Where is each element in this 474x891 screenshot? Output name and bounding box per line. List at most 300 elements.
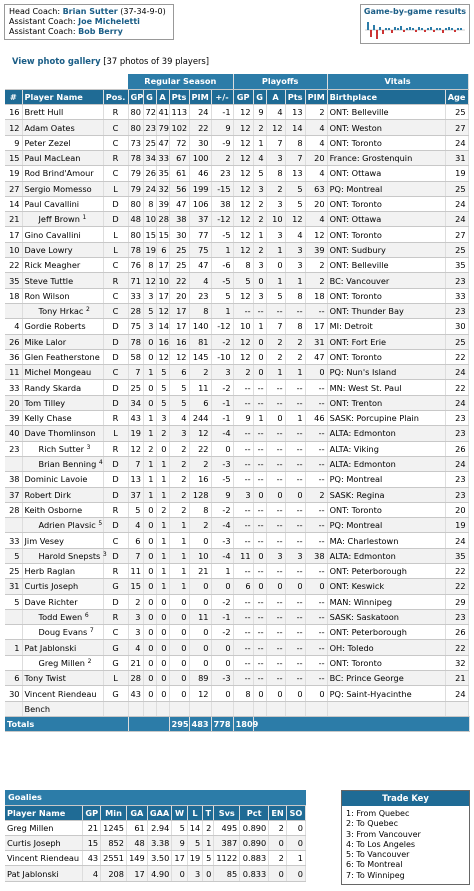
birthplace: ONT: Belleville	[327, 105, 445, 120]
column-header[interactable]: Min	[101, 805, 127, 820]
game-by-game-title[interactable]: Game-by-game results	[363, 7, 467, 16]
trade-key-item: 7: To Winnipeg	[346, 870, 405, 880]
stat-cell: 17	[305, 319, 327, 334]
jersey-number	[5, 655, 22, 670]
stat-cell: 9	[253, 105, 266, 120]
stat-cell: --	[305, 594, 327, 609]
column-header[interactable]: SO	[286, 805, 305, 820]
stat-cell: --	[285, 518, 305, 533]
stat-cell: --	[253, 640, 266, 655]
stat-cell: 2	[266, 334, 285, 349]
player-name[interactable]: Mike Lalor	[22, 334, 103, 349]
stat-cell: --	[233, 441, 253, 456]
stat-cell: 43	[128, 686, 143, 701]
stat-cell: 2	[253, 212, 266, 227]
stat-cell: 12	[233, 120, 253, 135]
column-header[interactable]: GA	[126, 805, 147, 820]
player-name[interactable]: Adam Oates	[22, 120, 103, 135]
player-name[interactable]: Greg Millen $^2$	[22, 655, 103, 670]
stat-cell: --	[285, 380, 305, 395]
column-header[interactable]: Player Name	[5, 805, 83, 820]
stat-cell: 0	[143, 671, 156, 686]
position: C	[103, 120, 128, 135]
table-row	[5, 441, 470, 456]
stat-cell: --	[285, 671, 305, 686]
stat-cell: 1	[169, 548, 189, 563]
birthplace: ONT: Weston	[327, 120, 445, 135]
stat-cell: 0	[266, 487, 285, 502]
table-row	[5, 288, 470, 303]
goalie-name[interactable]: Vincent Riendeau	[5, 851, 83, 866]
birthplace: ONT: Thunder Bay	[327, 303, 445, 318]
jersey-number: 14	[5, 196, 22, 211]
stat-cell: 15	[83, 836, 101, 851]
player-name[interactable]: Glen Featherstone	[22, 349, 103, 364]
jersey-number: 23	[5, 441, 22, 456]
stat-cell: --	[266, 472, 285, 487]
age: 35	[445, 258, 468, 273]
stat-cell: 12	[233, 166, 253, 181]
player-name[interactable]: Tony Hrkac $^2$	[22, 303, 103, 318]
player-name[interactable]: Jim Vesey	[22, 533, 103, 548]
stat-cell: 25	[169, 242, 189, 257]
assistant-coach-name[interactable]: Bob Berry	[78, 27, 123, 36]
stat-cell: 17	[156, 288, 169, 303]
jersey-number: 26	[5, 334, 22, 349]
trade-key-item: 5: To Vancouver	[346, 850, 410, 860]
position	[103, 701, 128, 716]
stat-cell: 1	[285, 411, 305, 426]
column-header[interactable]: Pct	[240, 805, 269, 820]
stat-cell: 12	[233, 181, 253, 196]
totals-points: 778	[211, 716, 233, 731]
stat-cell: 38	[211, 196, 233, 211]
age: 23	[445, 426, 468, 441]
stat-cell: --	[233, 533, 253, 548]
player-name[interactable]: Vincent Riendeau	[22, 686, 103, 701]
birthplace: ONT: Peterborough	[327, 564, 445, 579]
player-name[interactable]: Harold Snepsts $^3$	[22, 548, 103, 563]
stat-cell: 113	[169, 105, 189, 120]
stat-cell: 22	[189, 441, 211, 456]
age: 19	[445, 166, 468, 181]
player-name[interactable]: Dominic Lavoie	[22, 472, 103, 487]
table-row	[5, 456, 470, 471]
age: 23	[445, 303, 468, 318]
stat-cell: 23	[189, 288, 211, 303]
stat-cell: 25	[169, 258, 189, 273]
player-name[interactable]: Kelly Chase	[22, 411, 103, 426]
stat-cell: 6	[189, 395, 211, 410]
stat-cell: 20	[305, 150, 327, 165]
stat-cell: 23	[143, 120, 156, 135]
stat-cell: --	[253, 395, 266, 410]
column-header[interactable]: Player Name	[22, 89, 103, 104]
position: R	[103, 273, 128, 288]
stat-cell: 0	[143, 533, 156, 548]
trade-key-item: 6: To Montreal	[346, 860, 403, 870]
stat-cell: 3	[253, 288, 266, 303]
stat-cell: 0	[253, 349, 266, 364]
stat-cell: 0	[169, 655, 189, 670]
table-row	[5, 380, 470, 395]
birthplace: ONT: Toronto	[327, 196, 445, 211]
player-name[interactable]: Jeff Brown $^1$	[22, 212, 103, 227]
player-name[interactable]: Dave Lowry	[22, 242, 103, 257]
stat-cell: --	[266, 594, 285, 609]
stat-cell: 3	[233, 487, 253, 502]
player-name[interactable]: Sergio Momesso	[22, 181, 103, 196]
stat-cell: --	[253, 564, 266, 579]
column-header[interactable]: Birthplace	[327, 89, 445, 104]
birthplace: PQ: Nun's Island	[327, 365, 445, 380]
player-name[interactable]: Doug Evans $^7$	[22, 625, 103, 640]
position: L	[103, 671, 128, 686]
stat-cell: 3	[128, 625, 143, 640]
stat-cell: 3	[128, 609, 143, 624]
column-header-row	[5, 89, 470, 104]
age: 22	[445, 380, 468, 395]
player-name[interactable]: Randy Skarda	[22, 380, 103, 395]
stat-cell: --	[253, 472, 266, 487]
player-name[interactable]: Ron Wilson	[22, 288, 103, 303]
birthplace: ONT: Ottawa	[327, 212, 445, 227]
player-name[interactable]: Rich Sutter $^3$	[22, 441, 103, 456]
column-header[interactable]: EN	[269, 805, 287, 820]
stat-cell: 38	[169, 212, 189, 227]
jersey-number: 27	[5, 181, 22, 196]
stat-cell: --	[253, 303, 266, 318]
position: R	[103, 609, 128, 624]
player-name[interactable]: Steve Tuttle	[22, 273, 103, 288]
stat-cell: 4	[189, 273, 211, 288]
stat-cell: 6	[156, 242, 169, 257]
player-name[interactable]: Adrien Plavsic $^5$	[22, 518, 103, 533]
column-header[interactable]: Pts	[285, 89, 305, 104]
position: D	[103, 456, 128, 471]
stat-cell: 47	[156, 135, 169, 150]
stat-cell: --	[305, 655, 327, 670]
position: C	[103, 303, 128, 318]
birthplace: BC: Vancouver	[327, 273, 445, 288]
birthplace: PQ: Montreal	[327, 181, 445, 196]
birthplace: ALTA: Edmonton	[327, 426, 445, 441]
position: L	[103, 227, 128, 242]
stat-cell: 140	[189, 319, 211, 334]
column-header[interactable]: Svs	[214, 805, 240, 820]
stat-cell: 0	[286, 866, 305, 881]
player-name[interactable]: Brett Hull	[22, 105, 103, 120]
stat-cell: 24	[189, 105, 211, 120]
player-name[interactable]: Rod Brind'Amour	[22, 166, 103, 181]
stat-cell: 2	[266, 349, 285, 364]
stat-cell: --	[305, 518, 327, 533]
stat-cell: 12	[169, 349, 189, 364]
stat-cell: 852	[101, 836, 127, 851]
stat-cell: --	[253, 441, 266, 456]
stat-cell: -1	[211, 395, 233, 410]
age: 31	[445, 150, 468, 165]
stat-cell: 25	[128, 380, 143, 395]
column-header[interactable]: L	[187, 805, 202, 820]
jersey-number: 15	[5, 150, 22, 165]
stat-cell: 0	[156, 671, 169, 686]
stat-cell: 20	[169, 288, 189, 303]
stat-cell: 78	[128, 242, 143, 257]
stat-cell: 0	[143, 502, 156, 517]
age: 22	[445, 579, 468, 594]
stat-cell: --	[305, 380, 327, 395]
stat-cell: 4	[83, 866, 101, 881]
stat-cell: 3.38	[147, 836, 172, 851]
jersey-number: 40	[5, 426, 22, 441]
player-name[interactable]: Pat Jablonski	[22, 640, 103, 655]
stat-cell: 80	[128, 105, 143, 120]
age: 23	[445, 487, 468, 502]
column-header[interactable]: A	[156, 89, 169, 104]
player-name[interactable]: Dave Thomlinson	[22, 426, 103, 441]
stat-cell: 0	[156, 625, 169, 640]
coaching-header	[4, 4, 470, 48]
stat-cell: 10	[143, 212, 156, 227]
stat-cell: --	[266, 625, 285, 640]
table-row	[5, 866, 306, 881]
player-name[interactable]: Gordie Roberts	[22, 319, 103, 334]
sparkline-bars	[367, 22, 462, 39]
stat-cell: -1	[211, 105, 233, 120]
player-name[interactable]: Tom Tilley	[22, 395, 103, 410]
column-header[interactable]: GAA	[147, 805, 172, 820]
table-row	[5, 105, 470, 120]
head-coach-name[interactable]: Brian Sutter	[62, 7, 118, 16]
player-name[interactable]: Curtis Joseph	[22, 579, 103, 594]
game-by-game-results[interactable]	[360, 4, 470, 44]
age: 24	[445, 212, 468, 227]
stat-cell: 0	[203, 866, 214, 881]
player-name[interactable]: Brian Benning $^4$	[22, 456, 103, 471]
stat-cell: --	[305, 441, 327, 456]
goalie-name[interactable]: Greg Millen	[5, 820, 83, 835]
stat-cell: 4	[285, 227, 305, 242]
stat-cell: 5	[187, 836, 202, 851]
stat-cell: 0	[285, 487, 305, 502]
age: 24	[445, 533, 468, 548]
column-header[interactable]: Age	[445, 89, 468, 104]
age: 26	[445, 625, 468, 640]
column-header[interactable]: Pts	[169, 89, 189, 104]
stat-cell: 0	[266, 258, 285, 273]
column-header[interactable]: PIM	[189, 89, 211, 104]
position: G	[103, 579, 128, 594]
stat-cell: --	[266, 655, 285, 670]
stat-cell: 5	[143, 303, 156, 318]
stat-cell: 16	[156, 334, 169, 349]
stat-cell: 2	[285, 349, 305, 364]
stat-cell: --	[253, 502, 266, 517]
position: D	[103, 487, 128, 502]
stat-cell: --	[285, 594, 305, 609]
stat-cell: 12	[233, 227, 253, 242]
stat-cell: 3	[285, 548, 305, 563]
player-name[interactable]: Bench	[22, 701, 103, 716]
stat-cell: 5	[172, 820, 187, 835]
jersey-number: 39	[5, 411, 22, 426]
birthplace: ONT: Toronto	[327, 655, 445, 670]
stat-cell: 8	[233, 686, 253, 701]
stat-cell: 0	[269, 866, 287, 881]
stat-cell: 495	[214, 820, 240, 835]
stat-cell: 12	[233, 288, 253, 303]
column-header[interactable]: GP	[83, 805, 101, 820]
stat-cell: --	[253, 655, 266, 670]
stat-cell: 0	[266, 411, 285, 426]
player-name[interactable]: Todd Ewen $^6$	[22, 609, 103, 624]
stat-cell: 2	[305, 105, 327, 120]
stat-cell: 31	[305, 334, 327, 349]
position: G	[103, 640, 128, 655]
jersey-number: 33	[5, 533, 22, 548]
stat-cell: 12	[233, 334, 253, 349]
stat-cell: 6	[169, 365, 189, 380]
stat-cell: 5	[233, 273, 253, 288]
column-header[interactable]: G	[143, 89, 156, 104]
goalies-table	[5, 790, 306, 882]
position: D	[103, 212, 128, 227]
stat-cell: -12	[211, 319, 233, 334]
stat-cell: 41	[156, 105, 169, 120]
column-header[interactable]: T	[203, 805, 214, 820]
stat-cell: 0	[143, 640, 156, 655]
age: 24	[445, 686, 468, 701]
column-header[interactable]: +/-	[211, 89, 233, 104]
trade-key-title: Trade Key	[342, 791, 469, 806]
stat-cell: 1	[203, 836, 214, 851]
player-name[interactable]: Peter Zezel	[22, 135, 103, 150]
jersey-number: 19	[5, 166, 22, 181]
stat-cell: --	[285, 441, 305, 456]
stat-cell: 2	[169, 456, 189, 471]
table-row	[5, 533, 470, 548]
stat-cell: 5	[253, 166, 266, 181]
goalie-name[interactable]: Pat Jablonski	[5, 866, 83, 881]
trade-marker: 7	[89, 627, 94, 635]
stat-cell: 5	[156, 395, 169, 410]
table-row	[5, 181, 470, 196]
stat-cell: 2	[233, 365, 253, 380]
birthplace: PQ: Saint-Hyacinthe	[327, 686, 445, 701]
column-header[interactable]: G	[253, 89, 266, 104]
column-header[interactable]: GP	[233, 89, 253, 104]
stat-cell: 7	[128, 365, 143, 380]
column-header[interactable]: A	[266, 89, 285, 104]
assistant-coach-name[interactable]: Joe Micheletti	[78, 17, 140, 26]
stat-cell: 0	[253, 579, 266, 594]
column-header[interactable]: W	[172, 805, 187, 820]
stat-cell: 18	[305, 288, 327, 303]
jersey-number	[5, 609, 22, 624]
player-name[interactable]: Michel Mongeau	[22, 365, 103, 380]
player-name[interactable]: Dave Richter	[22, 594, 103, 609]
table-row	[5, 166, 470, 181]
player-name[interactable]: Tony Twist	[22, 671, 103, 686]
table-row	[5, 502, 470, 517]
stat-cell: 0.833	[240, 866, 269, 881]
column-header[interactable]: GP	[128, 89, 143, 104]
player-name[interactable]: Paul MacLean	[22, 150, 103, 165]
age: 25	[445, 181, 468, 196]
position: C	[103, 288, 128, 303]
player-name[interactable]: Herb Raglan	[22, 564, 103, 579]
stat-cell: 0	[156, 441, 169, 456]
stat-cell: --	[266, 441, 285, 456]
table-row	[5, 851, 306, 866]
age: 23	[445, 411, 468, 426]
jersey-number: 4	[5, 319, 22, 334]
stat-cell: --	[266, 380, 285, 395]
age: 26	[445, 441, 468, 456]
stat-cell: 1	[156, 548, 169, 563]
goalies-body	[5, 820, 306, 881]
player-name[interactable]: Rick Meagher	[22, 258, 103, 273]
stat-cell: 46	[189, 166, 211, 181]
stat-cell: 0	[253, 686, 266, 701]
jersey-number: 16	[5, 105, 22, 120]
jersey-number: 5	[5, 548, 22, 563]
goalie-name[interactable]: Curtis Joseph	[5, 836, 83, 851]
age: 22	[445, 564, 468, 579]
table-row	[5, 836, 306, 851]
player-name[interactable]: Paul Cavallini	[22, 196, 103, 211]
column-header[interactable]: PIM	[305, 89, 327, 104]
position: G	[103, 686, 128, 701]
table-row	[5, 319, 470, 334]
column-header[interactable]: Pos.	[103, 89, 128, 104]
column-header[interactable]: #	[5, 89, 22, 104]
stat-cell: 1	[156, 518, 169, 533]
stat-cell: --	[253, 426, 266, 441]
stat-cell: 79	[156, 120, 169, 135]
birthplace: ONT: Fort Erie	[327, 334, 445, 349]
stat-cell: --	[253, 456, 266, 471]
stat-cell: --	[285, 533, 305, 548]
stat-cell: 10	[189, 548, 211, 563]
stat-cell: --	[305, 640, 327, 655]
stat-cell: 5	[156, 365, 169, 380]
jersey-number: 10	[5, 242, 22, 257]
stat-cell: 0	[189, 625, 211, 640]
stat-cell: 61	[126, 820, 147, 835]
stat-cell: --	[253, 625, 266, 640]
player-name[interactable]: Robert Dirk	[22, 487, 103, 502]
stat-cell: -2	[211, 334, 233, 349]
stat-cell: 5	[266, 288, 285, 303]
stat-cell: 3	[211, 365, 233, 380]
stat-cell: 0	[305, 686, 327, 701]
player-name[interactable]: Keith Osborne	[22, 502, 103, 517]
stat-cell: 19	[187, 851, 202, 866]
stat-cell: 0	[211, 686, 233, 701]
stat-cell: --	[285, 426, 305, 441]
age: 33	[445, 288, 468, 303]
stat-cell: 85	[214, 866, 240, 881]
view-photo-gallery-link[interactable]: View photo gallery	[12, 56, 101, 66]
birthplace: ALTA: Edmonton	[327, 548, 445, 563]
stat-cell: 2	[156, 502, 169, 517]
player-name[interactable]: Gino Cavallini	[22, 227, 103, 242]
stat-cell: 22	[189, 120, 211, 135]
stat-cell: 1	[143, 487, 156, 502]
stat-cell: --	[305, 671, 327, 686]
